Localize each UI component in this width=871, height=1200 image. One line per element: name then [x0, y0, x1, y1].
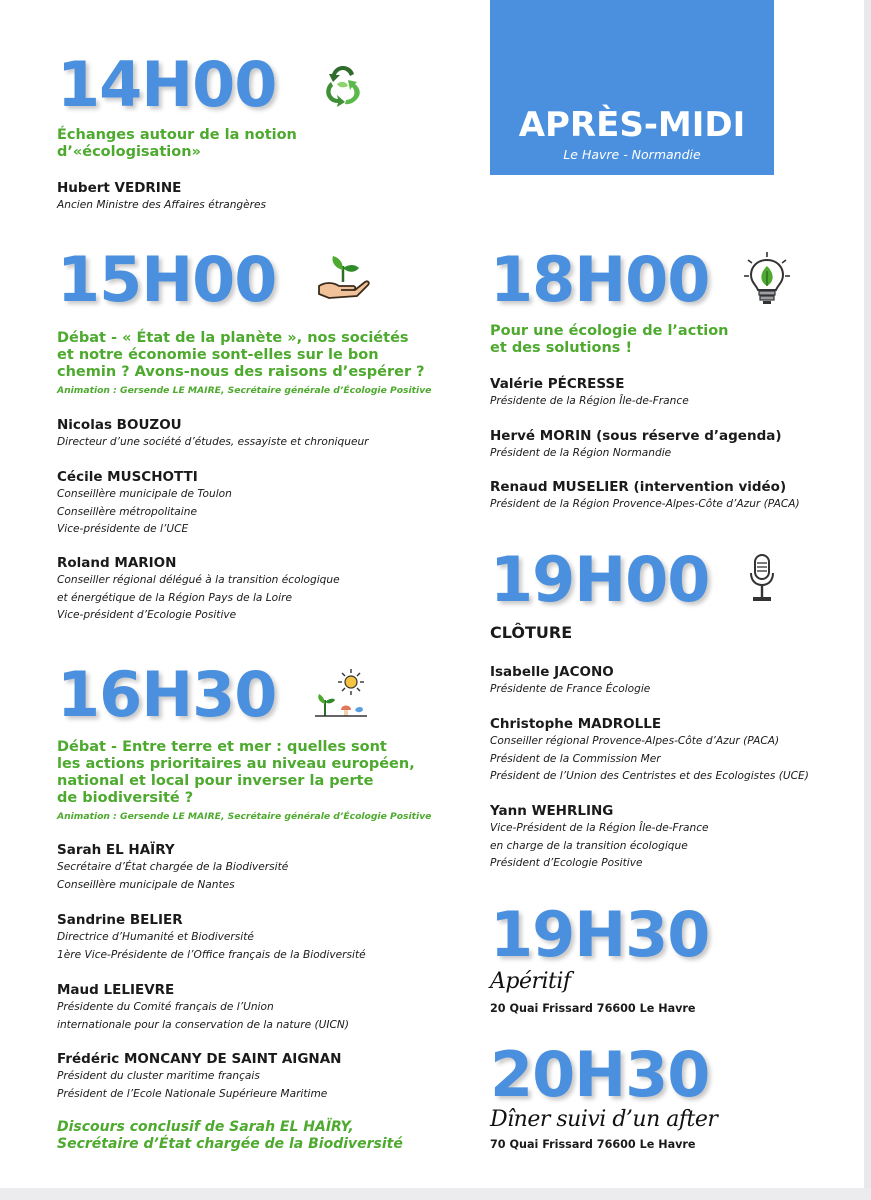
speaker-role: Ancien Ministre des Affaires étrangères — [57, 199, 267, 211]
speaker-name: Maud LELIEVRE — [57, 982, 175, 998]
time-2030: 20H30 — [490, 1038, 710, 1111]
time-1630: 16H30 — [57, 658, 277, 731]
lightbulb-leaf-icon — [742, 250, 792, 310]
nature-sun-bird-icon — [313, 666, 369, 726]
banner-subtitle: Le Havre - Normandie — [563, 147, 701, 162]
speaker-name: Hervé MORIN (sous réserve d’agenda) — [490, 428, 782, 444]
topic-1500: Débat - « État de la planète », nos sociétés et notre économie sont-elles sur le bon chemin ? Avons-nous des raisons d’espérer ? — [57, 330, 425, 380]
page-edge — [864, 0, 871, 1200]
event-dinner: Dîner suivi d’un after — [490, 1107, 718, 1132]
speaker-role: Conseiller régional Provence-Alpes-Côte d’Azur (PACA) Président de la Commission Mer Président de l’Union des Centristes et des Ecologistes (UCE) — [490, 735, 809, 782]
time-1930: 19H30 — [490, 898, 710, 971]
speaker-name: Nicolas BOUZOU — [57, 417, 182, 433]
speaker-role: Secrétaire d’État chargée de la Biodiversité Conseillère municipale de Nantes — [57, 861, 289, 891]
speaker-name: Cécile MUSCHOTTI — [57, 469, 198, 485]
closing-speech: Discours conclusif de Sarah EL HAÏRY, Secrétaire d’État chargée de la Biodiversité — [57, 1119, 403, 1152]
animation-credit: Animation : Gersende LE MAIRE, Secrétaire générale d’Écologie Positive — [57, 811, 432, 822]
topic-1800: Pour une écologie de l’action et des solutions ! — [490, 323, 729, 356]
time-1500: 15H00 — [57, 243, 277, 316]
speaker-name: Christophe MADROLLE — [490, 716, 662, 732]
microphone-icon — [748, 553, 776, 609]
speaker-name: Frédéric MONCANY DE SAINT AIGNAN — [57, 1051, 342, 1067]
speaker-name: Yann WEHRLING — [490, 803, 614, 819]
closing-heading: CLÔTURE — [490, 623, 573, 642]
recycle-leaves-icon — [319, 62, 367, 114]
animation-credit: Animation : Gersende LE MAIRE, Secrétaire générale d’Écologie Positive — [57, 385, 432, 396]
speaker-name: Roland MARION — [57, 555, 177, 571]
time-1800: 18H00 — [490, 243, 710, 316]
topic-1400: Échanges autour de la notion d’«écologisation» — [57, 127, 297, 160]
speaker-name: Renaud MUSELIER (intervention vidéo) — [490, 479, 787, 495]
speaker-name: Sandrine BELIER — [57, 912, 183, 928]
event-address: 20 Quai Frissard 76600 Le Havre — [490, 1002, 696, 1015]
speaker-name: Isabelle JACONO — [490, 664, 614, 680]
speaker-role: Présidente de la Région Île-de-France — [490, 395, 689, 407]
hand-sprout-icon — [315, 252, 371, 306]
topic-1630: Débat - Entre terre et mer : quelles sont les actions prioritaires au niveau européen, national et local pour inverser la perte de biodiversité ? — [57, 739, 415, 806]
event-address: 70 Quai Frissard 76600 Le Havre — [490, 1138, 696, 1151]
speaker-role: Présidente de France Écologie — [490, 683, 651, 695]
speaker-role: Conseiller régional délégué à la transition écologique et énergétique de la Région Pays de la Loire Vice-président d’Ecologie Positive — [57, 574, 340, 621]
speaker-role: Président de la Région Normandie — [490, 447, 672, 459]
speaker-role: Président de la Région Provence-Alpes-Côte d’Azur (PACA) — [490, 498, 800, 510]
speaker-name: Valérie PÉCRESSE — [490, 376, 625, 392]
event-aperitif: Apéritif — [490, 969, 571, 994]
speaker-role: Conseillère municipale de Toulon Conseillère métropolitaine Vice-présidente de l’UCE — [57, 488, 232, 535]
speaker-role: Directrice d’Humanité et Biodiversité 1ère Vice-Présidente de l’Office français de la Biodiversité — [57, 931, 366, 961]
speaker-role: Vice-Président de la Région Île-de-France en charge de la transition écologique Président d’Ecologie Positive — [490, 822, 709, 869]
afternoon-banner — [490, 0, 774, 175]
time-1900: 19H00 — [490, 543, 710, 616]
time-1400: 14H00 — [57, 48, 277, 121]
speaker-role: Président du cluster maritime français Président de l’Ecole Nationale Supérieure Maritime — [57, 1070, 328, 1100]
banner-title: APRÈS-MIDI — [518, 105, 746, 145]
speaker-role: Présidente du Comité français de l’Union internationale pour la conservation de la nature (UICN) — [57, 1001, 349, 1031]
speaker-name: Sarah EL HAÏRY — [57, 842, 175, 858]
speaker-name: Hubert VEDRINE — [57, 180, 182, 196]
speaker-role: Directeur d’une société d’études, essayiste et chroniqueur — [57, 436, 369, 448]
page-bottom — [0, 1188, 871, 1200]
